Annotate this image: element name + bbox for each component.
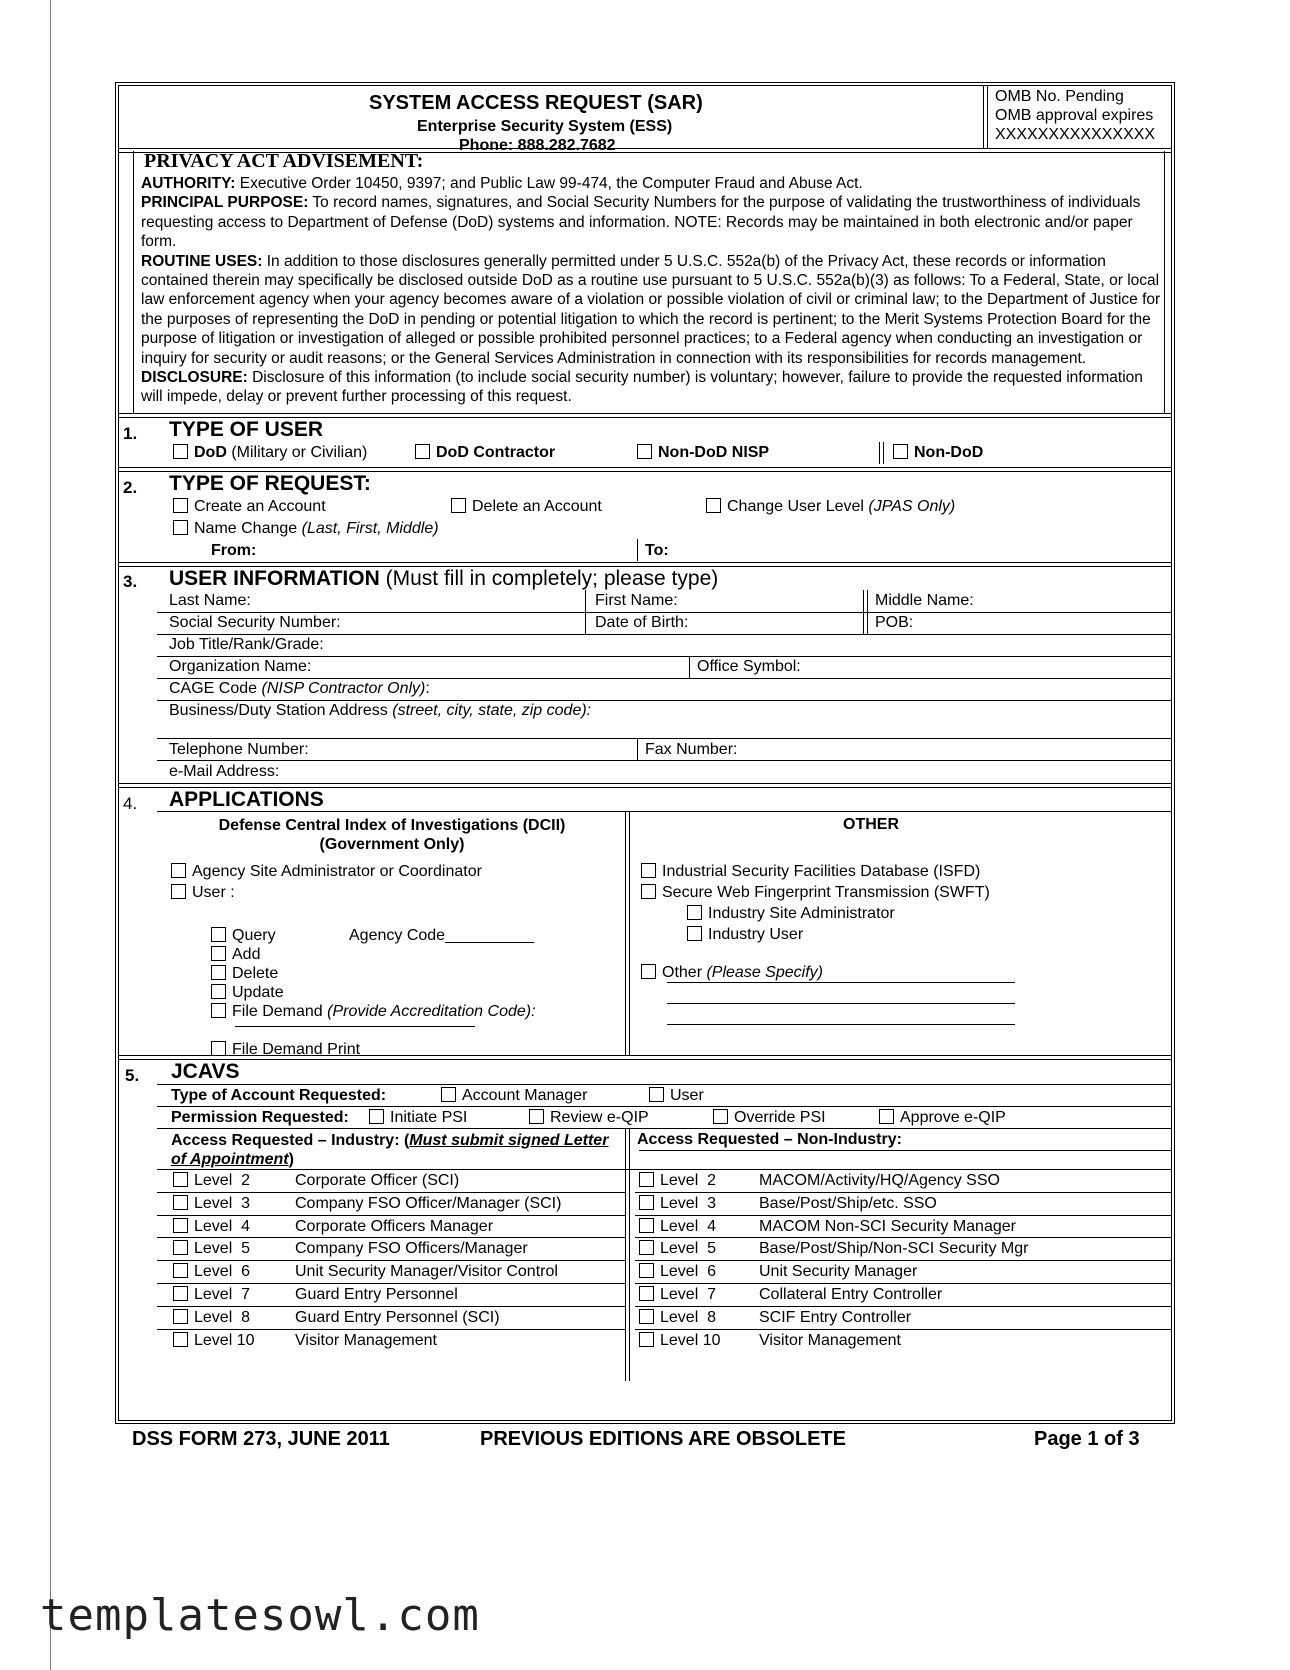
first-name-field[interactable]: First Name: xyxy=(595,592,678,609)
user-type-dod[interactable]: DoD (Military or Civilian) xyxy=(173,444,367,462)
checkbox[interactable] xyxy=(641,884,656,899)
dcii-add[interactable]: Add xyxy=(211,946,260,964)
dob-field[interactable]: Date of Birth: xyxy=(595,614,689,631)
level-label: Level 7 xyxy=(660,1286,717,1303)
row-divider xyxy=(635,1306,1171,1307)
industry-level-option[interactable] xyxy=(173,1309,250,1327)
omb-date: XXXXXXXXXXXXXXX xyxy=(995,126,1156,143)
obsolete-notice: PREVIOUS EDITIONS ARE OBSOLETE xyxy=(480,1428,846,1450)
nonindustry-access-label: Access Requested – Non-Industry: xyxy=(637,1131,902,1148)
nonindustry-level-option[interactable] xyxy=(639,1309,716,1327)
perm-initiate-psi[interactable]: Initiate PSI xyxy=(369,1109,467,1127)
dcii-update[interactable]: Update xyxy=(211,984,284,1002)
nonindustry-level-role: Unit Security Manager xyxy=(759,1263,918,1281)
checkbox[interactable] xyxy=(639,1240,654,1255)
other-title: OTHER xyxy=(843,816,899,833)
nonindustry-level-option[interactable] xyxy=(639,1172,716,1190)
row-divider xyxy=(635,1192,1171,1193)
form-title: SYSTEM ACCESS REQUEST (SAR) xyxy=(369,92,703,114)
checkbox[interactable] xyxy=(639,1195,654,1210)
other-specify[interactable]: Other (Please Specify) xyxy=(641,964,823,982)
dcii-file-demand[interactable]: File Demand (Provide Accreditation Code): xyxy=(211,1003,536,1021)
checkbox[interactable] xyxy=(173,498,188,513)
level-label: Level 4 xyxy=(660,1217,717,1235)
industry-level-option[interactable] xyxy=(173,1240,250,1258)
job-title-field[interactable]: Job Title/Rank/Grade: xyxy=(169,636,324,653)
industry-level-role: Visitor Management xyxy=(295,1331,437,1349)
checkbox[interactable] xyxy=(173,520,188,535)
to-label: To: xyxy=(645,542,669,559)
industry-level-option[interactable] xyxy=(173,1263,250,1281)
industry-level-role: Guard Entry Personnel xyxy=(295,1286,458,1303)
industry-level-role: Company FSO Officers/Manager xyxy=(295,1240,528,1258)
industry-level-option[interactable] xyxy=(173,1195,250,1213)
privacy-heading: PRIVACY ACT ADVISEMENT: xyxy=(144,150,424,172)
watermark-text: templatesowl.com xyxy=(40,1590,480,1641)
checkbox[interactable] xyxy=(641,964,656,979)
account-type-row: Type of Account Requested: xyxy=(171,1087,387,1104)
checkbox[interactable] xyxy=(441,1087,456,1102)
level-label: Level 10 xyxy=(194,1331,255,1349)
account-manager-option[interactable]: Account Manager xyxy=(441,1087,587,1105)
perm-approve-eqip[interactable]: Approve e-QIP xyxy=(879,1109,1006,1127)
row-divider xyxy=(157,1237,625,1238)
level-label: Level 7 xyxy=(194,1286,251,1303)
checkbox[interactable] xyxy=(173,1240,188,1255)
checkbox[interactable] xyxy=(173,1218,188,1233)
other-blank-2[interactable] xyxy=(667,1003,1015,1004)
industry-access-label: Access Requested – Industry: (Must submit signed Letter of Appointment) xyxy=(171,1132,609,1168)
privacy-text: AUTHORITY: Executive Order 10450, 9397; and Public Law 99-474, the Computer Fraud and Abuse Act. PRINCIPAL PURPOSE: To record names, signatures, and Social Security Numbers for the purpose of validating the trustworthiness of individuals requesting access to Department of Defense (DoD) systems and information. NOTE: Records may be maintained in both electronic and/or paper form. ROUTINE USES: In addition to those disclosures generally permitted under 5 U.S.C. 552a(b) of the Privacy Act, these records or information contained therein may specifically be disclosed outside DoD as a routine use pursuant to 5 U.S.C. 552a(b)(3) as follows: To a Federal, State, or local law enforcement agency when your agency becomes aware of a violation or possible violation of civil or criminal law; to the Department of Justice for the purposes of representing the DoD in pending or potential litigation to which the record is pertinent; to the Merit Systems Protection Board for the purpose of litigation or investigation of alleged or possible prohibited personnel practices; to a Federal agency when conducting an investigation or inquiry for security or audit reasons; or the General Services Administration in connection with its responsibilities for records management. DISCLOSURE: Disclosure of this information (to include social security number) is voluntary; however, failure to provide the requested information will impede, delay or prevent further processing of this request. xyxy=(141,175,1161,406)
industry-level-role: Guard Entry Personnel (SCI) xyxy=(295,1308,500,1326)
checkbox[interactable] xyxy=(639,1218,654,1233)
level-label: Level 5 xyxy=(194,1240,251,1258)
industry-level-option[interactable] xyxy=(173,1286,250,1304)
level-label: Level 8 xyxy=(660,1308,717,1326)
checkbox[interactable] xyxy=(637,444,652,459)
level-label: Level 8 xyxy=(194,1308,251,1326)
checkbox[interactable] xyxy=(173,444,188,459)
nonindustry-level-role: Visitor Management xyxy=(759,1331,901,1349)
user-type-contractor[interactable]: DoD Contractor xyxy=(415,444,555,462)
nonindustry-level-role: MACOM Non-SCI Security Manager xyxy=(759,1217,1016,1235)
checkbox[interactable] xyxy=(893,444,908,459)
industry-level-option[interactable] xyxy=(173,1172,250,1190)
checkbox[interactable] xyxy=(879,1109,894,1124)
level-label: Level 4 xyxy=(194,1217,251,1235)
checkbox[interactable] xyxy=(173,1195,188,1210)
checkbox[interactable] xyxy=(639,1309,654,1324)
row-divider xyxy=(635,1260,1171,1261)
swft-site-admin[interactable]: Industry Site Administrator xyxy=(687,905,895,923)
checkbox[interactable] xyxy=(641,863,656,878)
checkbox[interactable] xyxy=(211,1003,226,1018)
nonindustry-level-role: Collateral Entry Controller xyxy=(759,1286,943,1303)
dcii-delete[interactable]: Delete xyxy=(211,965,278,983)
row-divider xyxy=(635,1283,1171,1284)
nonindustry-level-role: Base/Post/Ship/Non-SCI Security Mgr xyxy=(759,1240,1029,1258)
checkbox[interactable] xyxy=(171,884,186,899)
checkbox[interactable] xyxy=(713,1109,728,1124)
industry-level-option[interactable] xyxy=(173,1218,250,1236)
request-create[interactable]: Create an Account xyxy=(173,498,326,516)
industry-level-option[interactable] xyxy=(173,1332,255,1350)
omb-expires: OMB approval expires xyxy=(995,107,1154,124)
pob-field[interactable]: POB: xyxy=(875,614,914,631)
level-label: Level 3 xyxy=(194,1194,251,1212)
swft-industry-user[interactable]: Industry User xyxy=(687,926,803,944)
nonindustry-level-role: MACOM/Activity/HQ/Agency SSO xyxy=(759,1172,1000,1189)
dcii-file-demand-print[interactable]: File Demand Print xyxy=(211,1041,360,1059)
email-field[interactable]: e-Mail Address: xyxy=(169,763,280,780)
system-name: Enterprise Security System (ESS) xyxy=(417,118,673,135)
level-label: Level 2 xyxy=(194,1172,251,1189)
level-label: Level 6 xyxy=(194,1263,251,1281)
user-type-nondod[interactable]: Non-DoD xyxy=(893,444,983,462)
margin-line xyxy=(50,0,51,1670)
other-swft[interactable]: Secure Web Fingerprint Transmission (SWFT) xyxy=(641,884,990,902)
checkbox[interactable] xyxy=(415,444,430,459)
permission-label: Permission Requested: xyxy=(171,1109,349,1126)
dcii-agency-admin[interactable]: Agency Site Administrator or Coordinator xyxy=(171,863,482,881)
other-blank-1[interactable] xyxy=(667,982,1015,983)
user-type-nisp[interactable]: Non-DoD NISP xyxy=(637,444,769,462)
industry-level-role: Unit Security Manager/Visitor Control xyxy=(295,1263,558,1281)
row-divider xyxy=(635,1215,1171,1216)
row-divider xyxy=(635,1237,1171,1238)
omb-number: OMB No. Pending xyxy=(995,88,1124,105)
industry-level-role: Corporate Officer (SCI) xyxy=(295,1172,460,1189)
checkbox[interactable] xyxy=(687,926,702,941)
agency-code-field[interactable]: Agency Code__________ xyxy=(349,927,535,944)
org-name-field[interactable]: Organization Name: xyxy=(169,658,312,675)
row-divider xyxy=(157,1329,625,1330)
level-label: Level 6 xyxy=(660,1263,717,1281)
section2-title: TYPE OF REQUEST: xyxy=(169,472,371,495)
last-name-field[interactable]: Last Name: xyxy=(169,592,251,609)
checkbox[interactable] xyxy=(649,1087,664,1102)
nonindustry-level-role: SCIF Entry Controller xyxy=(759,1308,912,1326)
level-label: Level 5 xyxy=(660,1240,717,1258)
section1-title: TYPE OF USER xyxy=(169,418,324,441)
checkbox[interactable] xyxy=(173,1263,188,1278)
checkbox[interactable] xyxy=(451,498,466,513)
other-blank-3[interactable] xyxy=(667,1024,1015,1025)
row-divider xyxy=(157,1192,625,1193)
row-divider xyxy=(157,1283,625,1284)
checkbox[interactable] xyxy=(173,1309,188,1324)
section4-title: APPLICATIONS xyxy=(169,788,324,811)
checkbox[interactable] xyxy=(173,1172,188,1187)
row-divider xyxy=(157,1306,625,1307)
checkbox[interactable] xyxy=(211,1041,226,1056)
checkbox[interactable] xyxy=(687,905,702,920)
nonindustry-level-option[interactable] xyxy=(639,1195,716,1213)
checkbox[interactable] xyxy=(639,1263,654,1278)
nonindustry-level-option[interactable] xyxy=(639,1332,721,1350)
fax-field[interactable]: Fax Number: xyxy=(645,741,738,758)
industry-level-role: Corporate Officers Manager xyxy=(295,1217,494,1235)
other-isfd[interactable]: Industrial Security Facilities Database (ISFD) xyxy=(641,863,980,881)
dcii-title: Defense Central Index of Investigations (DCII) (Government Only) xyxy=(218,817,566,853)
form-number: DSS FORM 273, JUNE 2011 xyxy=(132,1428,390,1450)
office-symbol-field[interactable]: Office Symbol: xyxy=(697,658,801,675)
checkbox[interactable] xyxy=(639,1172,654,1187)
row-divider xyxy=(157,1260,625,1261)
nonindustry-level-option[interactable] xyxy=(639,1286,716,1304)
checkbox[interactable] xyxy=(369,1109,384,1124)
checkbox[interactable] xyxy=(211,946,226,961)
perm-override-psi[interactable]: Override PSI xyxy=(713,1109,826,1127)
telephone-field[interactable]: Telephone Number: xyxy=(169,741,309,758)
request-name-change[interactable]: Name Change (Last, First, Middle) xyxy=(173,520,439,538)
phone-line: Phone: 888.282.7682 xyxy=(459,137,616,154)
account-user-option[interactable]: User xyxy=(649,1087,704,1105)
checkbox[interactable] xyxy=(706,498,721,513)
level-label: Level 3 xyxy=(660,1194,717,1212)
request-delete[interactable]: Delete an Account xyxy=(451,498,602,516)
checkbox[interactable] xyxy=(639,1332,654,1347)
checkbox[interactable] xyxy=(211,965,226,980)
checkbox[interactable] xyxy=(529,1109,544,1124)
middle-name-field[interactable]: Middle Name: xyxy=(875,592,974,609)
accreditation-code-blank[interactable] xyxy=(235,1026,475,1027)
ssn-field[interactable]: Social Security Number: xyxy=(169,614,341,631)
checkbox[interactable] xyxy=(639,1286,654,1301)
checkbox[interactable] xyxy=(173,1286,188,1301)
section5-title: JCAVS xyxy=(171,1060,240,1083)
nonindustry-level-role: Base/Post/Ship/etc. SSO xyxy=(759,1194,937,1212)
address-field[interactable]: Business/Duty Station Address (street, city, state, zip code): xyxy=(169,702,592,719)
sar-form: SYSTEM ACCESS REQUEST (SAR) Enterprise Security System (ESS) Phone: 888.282.7682 OMB No. Pending OMB approval expires XXXXXXXXXXXXXXX PRIVACY ACT ADVISEMENT: AUTHORITY: Executive Order 10450, 9397; and Public Law 99-474, the Computer Fraud and Abuse Act. PRINCIPAL PURPOSE: To record names, signatures, and Social Security Numbers for the purpose of validating the trustworthiness of individuals requesting access to Department of Defense (DoD) systems and information. NOTE: Records may be maintained in both electronic and/or paper form. ROUTINE USES: In addition to those disclosures generally permitted under 5 U.S.C. 552a(b) of the Privacy Act, these records or information contained therein may specifically be disclosed outside DoD as a routine use pursuant to 5 U.S.C. 552a(b)(3) as follows: To a Federal, State, or local law enforcement agency when your agency becomes aware of a violation or possible violation of civil or criminal law; to the Department of Justice for the purposes of representing the DoD in pending or potential litigation to which the record is pertinent; to the Merit Systems Protection Board for the purpose of litigation or investigation of alleged or possible prohibited personnel practices; to a Federal agency when conducting an investigation or inquiry for security or audit reasons; or the General Services Administration in connection with its responsibilities for records management. DISCLOSURE: Disclosure of this information (to include social security number) is voluntary; however, failure to provide the requested information will impede, delay or prevent further processing of this request. 1. TYPE OF USER DoD (Military or Civilian) DoD Contractor Non-DoD NISP Non-DoD 2. TYPE OF REQUEST: Create an Account Delete an Account Change User Level (JPAS Only) Name Change (Last, First, Middle) From: To: 3. USER INFORMATION (Must fill in completely; please type) Last Name: First Name: Middle Name: Social Security Number: Date of Birth: POB: Job Title/Rank/Grade: Organization Name: Office Symbol: CAGE Code (NISP Contractor Only): Business/Duty Station Address (street, city, state, zip code): Telephone Number: Fax Number: e-Mail Address: 4. APPLICATIONS Defense Central Index of Investigations (DCII) (Government Only) OTHER Agency Site Administrator or Coordinator User : Query Agency Code__________ Add Delete Update File Demand (Provide Accreditation Code): File Demand Print Industrial Security Facilities Database (ISFD) Secure Web Fingerprint Transmission (SWFT) Industry Site Administrator Industry User Other (Please Specify) 5. JCAVS Type of Account Requested: Account Manager User Permission Requested: Initiate PSI Review e-QIP Override PSI Approve e-QIP Access Requested – Industry: (Must submit signed Letter of Appointment) Access Requested – Non-Industry: Level 2 Corporate Officer (SCI) Level 3 Company FSO Officer/Manager (SCI) Level 4 Corporate Officers Manager Level 5 Company FSO Officers/Manager Level 6 Unit Security Manager/Visitor Control Level 7 Guard Entry Personnel Level 8 Guard Entry Personnel (SCI) Level 10 Visitor Management Level 2 MACOM/Activity/HQ/Agency SSO Level 3 Base/Post/Ship/etc. SSO Level 4 MACOM Non-SCI Security Manager Level 5 Base/Post/Ship/Non-SCI Security Mgr Level 6 Unit Security Manager Level 7 Collateral Entry Controller Level 8 SCIF Entry Controller Level 10 Visitor Management xyxy=(115,82,1175,1424)
nonindustry-level-option[interactable] xyxy=(639,1218,716,1236)
nonindustry-level-option[interactable] xyxy=(639,1240,716,1258)
row-divider xyxy=(157,1215,625,1216)
dcii-user[interactable]: User : xyxy=(171,884,235,902)
checkbox[interactable] xyxy=(173,1332,188,1347)
perm-review-eqip[interactable]: Review e-QIP xyxy=(529,1109,649,1127)
checkbox[interactable] xyxy=(211,984,226,999)
level-label: Level 2 xyxy=(660,1172,717,1189)
level-label: Level 10 xyxy=(660,1331,721,1349)
section3-title: USER INFORMATION (Must fill in completely; please type) xyxy=(169,567,719,590)
nonindustry-level-option[interactable] xyxy=(639,1263,716,1281)
from-label: From: xyxy=(211,542,257,559)
checkbox[interactable] xyxy=(171,863,186,878)
dcii-query[interactable]: Query xyxy=(211,927,276,945)
cage-code-field[interactable]: CAGE Code (NISP Contractor Only): xyxy=(169,680,430,697)
row-divider xyxy=(635,1329,1171,1330)
request-change-level[interactable]: Change User Level (JPAS Only) xyxy=(706,498,955,516)
checkbox[interactable] xyxy=(211,927,226,942)
industry-level-role: Company FSO Officer/Manager (SCI) xyxy=(295,1194,562,1212)
omb-divider xyxy=(983,86,988,148)
page-number: Page 1 of 3 xyxy=(1034,1428,1140,1450)
